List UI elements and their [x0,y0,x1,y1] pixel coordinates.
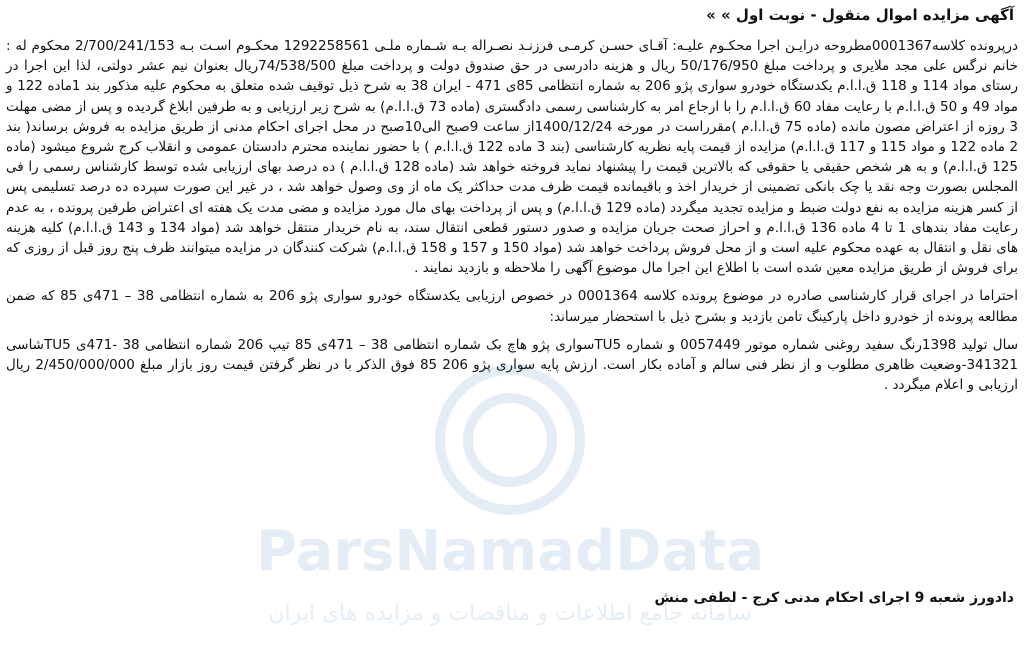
document-page [6,4,1018,647]
watermark-brand: ParsNamadData [256,519,764,584]
paragraph-vehicle-specification: سال تولید 1398رنگ سفید روغنی شماره موتور 0057449 و شماره TU5سواری پژو هاچ بک شماره انتظامی 38 – 471ی 85 تیپ 206 شماره انتظامی 38 -471ی TU5شاسی 341321-وضعیت ظاهری مطلوب و از نظر فنی سالم و آماده بکار است. ارزش پایه سواری پژو 206 85 فوق الذکر با در نظر گرفتن قیمت روز بازار مبلغ 2/450/000/000 ریال ارزیابی و اعلام میگردد . [6,336,1019,394]
watermark-tagline: سامانه جامع اطلاعات و مناقصات و مزایده های ایران [268,601,752,626]
paragraph-auction-details: درپرونده کلاسه0001367مطروحه درایـن اجرا محکـوم علیـه: آقـای حسـن کرمـی فرزنـد نصـراله بـه شـماره ملـی 1292258561 محکـوم اسـت بـه 2/700/241/153 محکوم له : خانم نرگس علی مجد ملایری و پرداخت مبلغ 50/176/950 ریال و هزینه دادرسی در حق صندوق دولت و پرداخت مبلغ 74/538/500ریال بعنوان نیم عشر دولتی، لذا این اجرا در رستای مواد 114 و 118 ق.ا.ا.م یکدستگاه خودرو سواری پژو 206 به شماره انتظامی 85ی 471 - ایران 38 به شرح ذیل توقیف شده متعلق به محکوم علیه مذکور بند 1ماده 122 و مواد 49 و 50 ق.ا.ا.م با رعایت مفاد 60 ق.ا.ا.م را با ارجاع امر به کارشناسی رسمی دادگستری (ماده 73 ق.ا.ا.م) به شرح زیر ارزیابی و به طرفین ابلاغ گردیده و پس از مضی مهلت 3 روزه از اعتراض مصون مانده (ماده 75 ق.ا.ا.م )مقرراست در مورخه 1400/12/24از ساعت 9صبح الی10صبح در محل اجرای احکام مدنی از طریق مزایده به فروش برساند( بند 2 ماده 122 و مواد 115 و 117 ق.ا.ا.م) مزایده از قیمت پایه نظریه کارشناسی (بند 3 ماده 122 ق.ا.ا.م ) با حضور نماینده محترم دادستان عمومی و انقلاب کرج شروع میشود (ماده 125 ق.ا.ا.م) و به هر شخص حقیقی یا حقوقی که بالاترین قیمت را پیشنهاد نماید فروخته خواهد شد (ماده 128 ق.ا.ا.م ) ده درصد بهای ارزیابی شده توسط کارشناس رسمی را فی المجلس بصورت وجه نقد یا چک بانکی تضمینی از خریدار اخذ و باقیمانده قیمت ظرف مدت حداکثر یک ماه از وی وصول خواهد شد ، در غیر این صورت سپرده ده درصد تسلیمی پس از کسر هزینه مزایده به نفع دولت ضبط و مزایده تجدید میگردد (ماده 129 ق.ا.ا.م) و پس از پرداخت بهای مال مورد مزایده و مضی مدت یک هفته ای اعتراض طرفین پرونده ، به عدم رعایت مفاد بندهای 1 تا 4 ماده 136 ق.ا.ا.م و احراز صحت جریان مزایده و صدور دستور قطعی انتقال سند، به نام خریدار منتقل خواهد شد (مواد 134 و 143 ق.ا.ا.م) کلیه هزینه های نقل و انتقال به عهده محکوم علیه است و از محل فروش پرداخت خواهد شد (مواد 150 و 157 و 158 ق.ا.ا.م) شرکت کنندگان در مزایده میتوانند ظرف پنج روز قبل از روزی که برای فروش از طریق مزایده معین شده است با اطلاع این اجرا مال موضوع آگهی را ملاحظه و بازدید نمایند . [6,38,1019,277]
paragraph-expert-assessment: احتراما در اجرای قرار کارشناسی صادره در موضوع پرونده کلاسه 0001364 در خصوص ارزیابی یکدستگاه خودرو سواری پژو 206 به شماره انتظامی 38 – 471ی 85 که ضمن مطالعه پرونده از خودرو داخل پارکینگ تامن بازدید و بشرح ذیل با استحضار میرساند: [6,288,1019,325]
signature-line: دادورز شعبه 9 اجرای احکام مدنی کرج - لطفی منش [654,590,1014,606]
page-title: آگهی مزایده اموال منقول - نوبت اول » » [706,6,1014,24]
